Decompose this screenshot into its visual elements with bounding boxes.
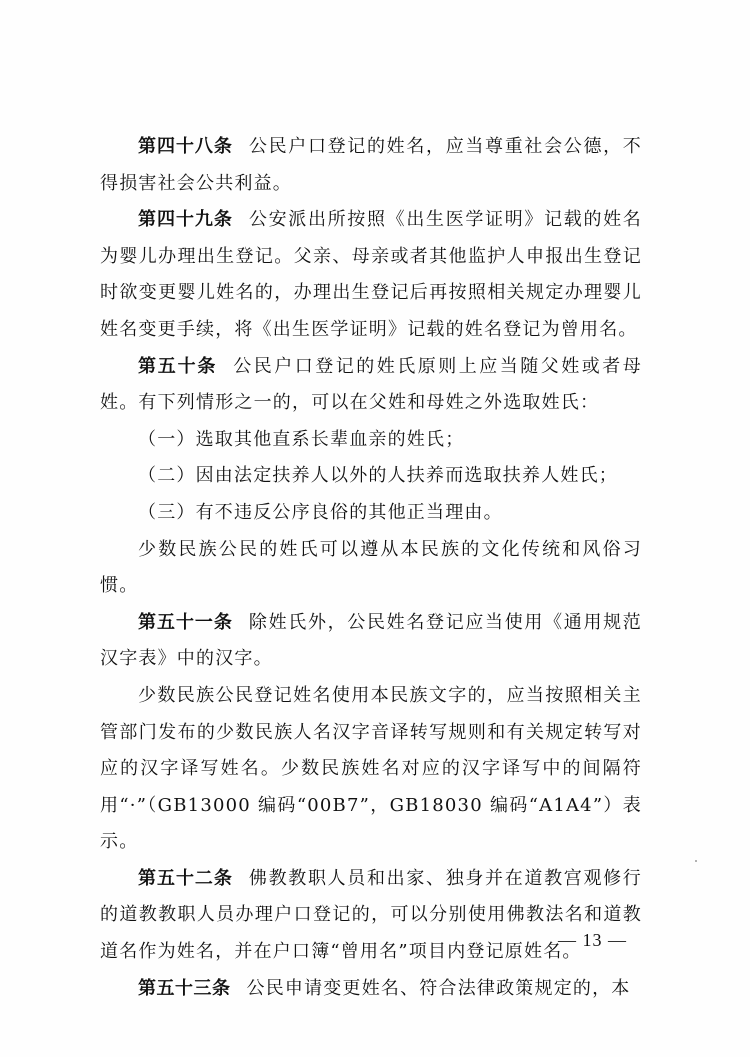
- article-heading: 第五十一条: [138, 611, 233, 633]
- list-item-text: （一）选取其他直系长辈血亲的姓氏；: [138, 428, 465, 450]
- article-text: 公民户口登记的姓名，应当尊重社会公德，不得损害社会公共利益。: [100, 136, 643, 194]
- article-text: 公民申请变更姓名、符合法律政策规定的，本: [246, 977, 631, 999]
- article-50-item-1: [100, 422, 642, 459]
- article-50-item-3: [100, 495, 642, 532]
- article-heading: 第五十三条: [138, 977, 231, 999]
- article-52-paragraph: [100, 861, 642, 971]
- article-text: 公安派出所按照《出生医学证明》记载的姓名为婴儿办理出生登记。父亲、母亲或者其他监护人申报出生登记时欲变更婴儿姓名的，办理出生登记后再按照相关规定办理婴儿姓名变更手续，将《出生医学证明》记载的姓名登记为曾用名。: [100, 209, 643, 340]
- article-heading: 第五十条: [138, 355, 218, 377]
- paragraph-text: 少数民族公民登记姓名使用本民族文字的，应当按照相关主管部门发布的少数民族人名汉字音译转写规则和有关规定转写对应的汉字译写姓名。少数民族姓名对应的汉字译写中的间隔符用“·”（GB13000 编码“00B7”，GB18030 编码“A1A4”）表示。: [100, 684, 642, 853]
- document-body: [100, 129, 642, 1007]
- article-53-paragraph: [100, 971, 642, 1008]
- article-heading: 第五十二条: [138, 867, 233, 889]
- paragraph-text: 少数民族公民的姓氏可以遵从本民族的文化传统和风俗习惯。: [100, 538, 642, 597]
- list-item-text: （二）因由法定扶养人以外的人扶养而选取扶养人姓氏；: [138, 465, 618, 487]
- article-text: 佛教教职人员和出家、独身并在道教宫观修行的道教教职人员办理户口登记的，可以分别使用佛教法名和道教道名作为姓名，并在户口簿“曾用名”项目内登记原姓名。: [100, 867, 643, 963]
- scan-speck: [695, 860, 697, 862]
- page-number: — 13 —: [558, 930, 627, 950]
- article-50-minority-clause: [100, 532, 642, 605]
- article-heading: 第四十八条: [138, 136, 233, 157]
- list-item-text: （三）有不违反公序良俗的其他正当理由。: [138, 501, 503, 523]
- article-48-paragraph: [100, 129, 642, 202]
- article-50-paragraph: [100, 349, 642, 422]
- article-50-item-2: [100, 458, 642, 495]
- article-text: 除姓氏外，公民姓名登记应当使用《通用规范汉字表》中的汉字。: [100, 611, 643, 670]
- article-heading: 第四十九条: [138, 209, 233, 231]
- article-51-minority-clause: [100, 678, 642, 861]
- article-text: 公民户口登记的姓氏原则上应当随父姓或者母姓。有下列情形之一的，可以在父姓和母姓之外选取姓氏：: [100, 355, 642, 414]
- article-49-paragraph: [100, 202, 642, 348]
- article-51-paragraph: [100, 605, 642, 678]
